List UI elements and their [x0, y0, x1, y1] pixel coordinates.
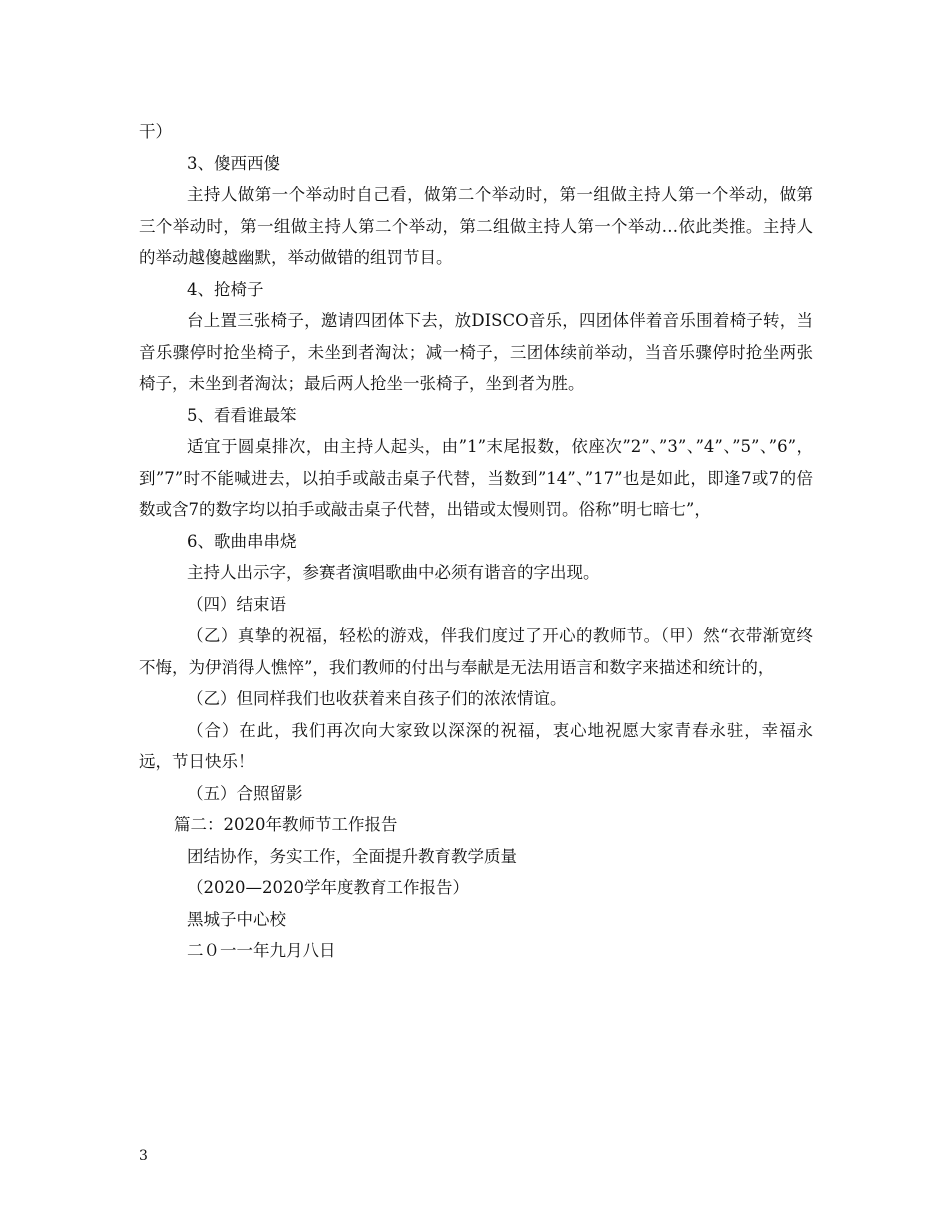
text-line: 干） [139, 122, 172, 141]
paragraph: （合）在此，我们再次向大家致以深深的祝福，衷心地祝愿大家青春永驻，幸福永远，节日快乐！ [139, 720, 813, 771]
paragraph: 主持人出示字，参赛者演唱歌曲中必须有谐音的字出现。 [187, 563, 600, 582]
report-author: 黑城子中心校 [187, 909, 286, 929]
section-heading: 5、看看谁最笨 [187, 405, 297, 425]
paragraph: 主持人做第一个举动时自己看，做第二个举动时，第一组做主持人第一个举动，做第三个举动时，第一组做主持人第二个举动，第二组做主持人第一个举动…依此类推。主持人的举动越傻越幽默，举动做错的组罚节目。 [139, 185, 813, 267]
chapter-heading: 篇二：2020年教师节工作报告 [174, 815, 398, 834]
section-heading: 4、抢椅子 [187, 279, 264, 299]
paragraph: 台上置三张椅子，邀请四团体下去，放DISCO音乐，四团体伴着音乐围着椅子转，当音乐骤停时抢坐椅子，未坐到者淘汰；减一椅子，三团体续前举动，当音乐骤停时抢坐两张椅子，未坐到者淘汰；最后两人抢坐一张椅子，坐到者为胜。 [139, 311, 813, 393]
section-heading: 6、歌曲串串烧 [187, 531, 297, 551]
section-heading: 3、傻西西傻 [187, 153, 280, 173]
paragraph: （乙）但同样我们也收获着来自孩子们的浓浓情谊。 [187, 689, 567, 708]
paragraph: （乙）真挚的祝福，轻松的游戏，伴我们度过了开心的教师节。（甲）然“衣带渐宽终不悔，为伊消得人憔悴”，我们教师的付出与奉献是无法用语言和数字来描述和统计的， [139, 626, 813, 677]
page-number: 3 [139, 1148, 148, 1164]
section-heading: （五）合照留影 [187, 783, 303, 803]
paragraph: 适宜于圆桌排次，由主持人起头，由”1”末尾报数，依座次”2”、”3”、”4”、”5”、”6”，到”7”时不能喊进去，以拍手或敲击桌子代替，当数到”14”、”17”也是如此，即逢7或7的倍数或含7的数字均以拍手或敲击桌子代替，出错或太慢则罚。俗称”明七暗七”， [139, 437, 813, 519]
report-subtitle: （2020—2020学年度教育工作报告） [187, 878, 469, 897]
document-body [139, 116, 813, 967]
report-date: 二０一一年九月八日 [187, 941, 336, 960]
report-title: 团结协作，务实工作，全面提升教育教学质量 [187, 846, 517, 866]
section-heading: （四）结束语 [187, 594, 286, 614]
